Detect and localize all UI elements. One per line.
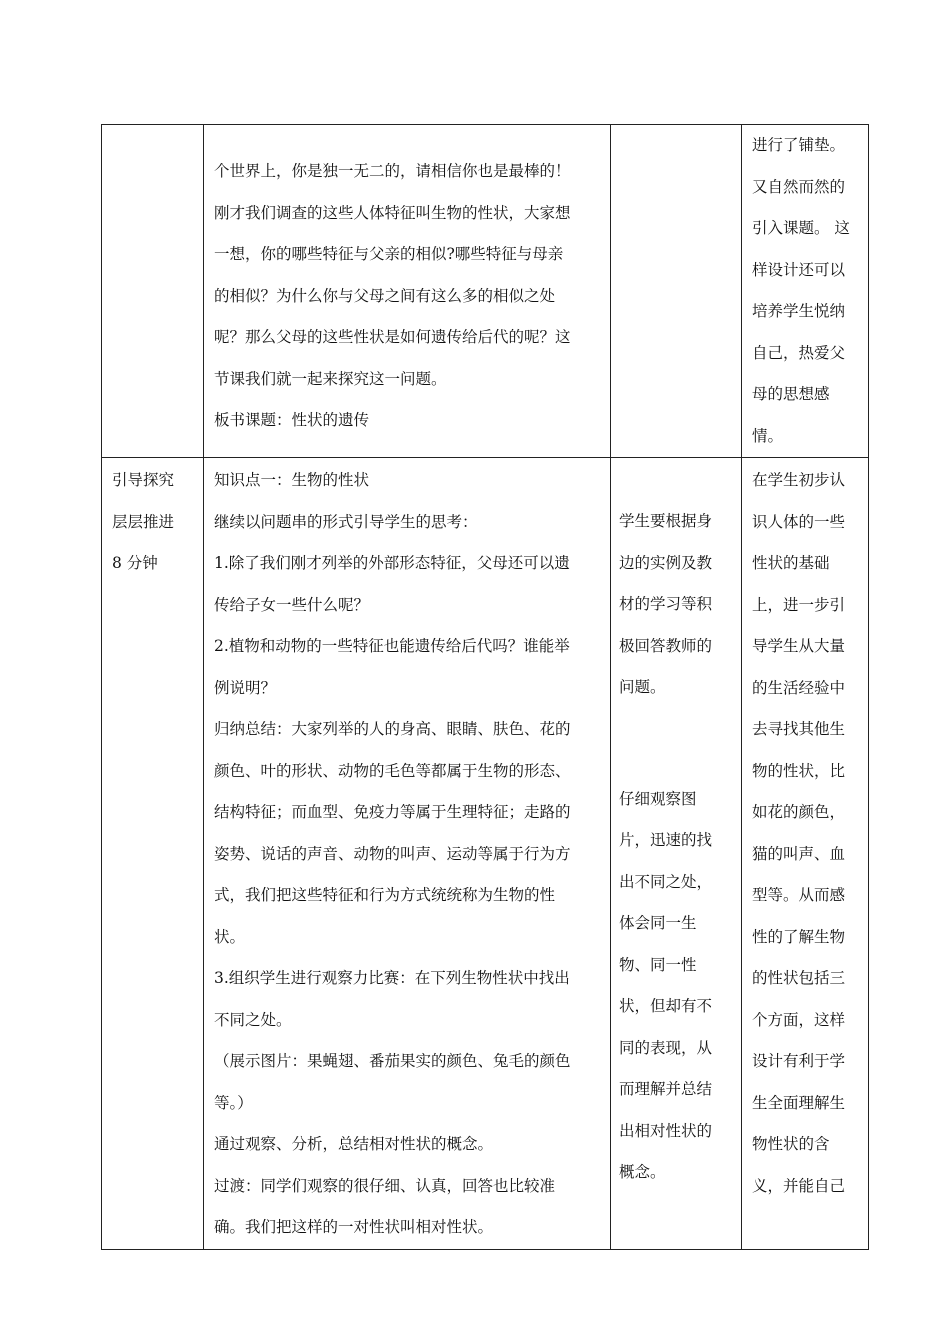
stage-line: 层层推进: [112, 512, 175, 531]
content-line: 个世界上，你是独一无二的，请相信你也是最棒的！: [214, 162, 571, 180]
intent-line: 个方面，这样: [752, 1010, 846, 1029]
student-line: 极回答教师的: [619, 636, 713, 655]
intent-line: 引入课题。 这: [752, 219, 850, 237]
content-line: 的相似？为什么你与父母之间有这么多的相似之处: [214, 286, 556, 305]
content-line: 传给子女一些什么呢？: [214, 595, 370, 614]
content-line: 通过观察、分析，总结相对性状的概念。: [214, 1135, 494, 1153]
student-line: 物、同一性: [619, 955, 697, 974]
content-line: 结构特征；而血型、免疫力等属于生理特征；走路的: [214, 803, 571, 821]
intent-line: 物性状的含: [752, 1135, 830, 1153]
student-activity-cell: [611, 125, 742, 458]
lesson-plan-table: [101, 124, 869, 1250]
content-line: 1.除了我们刚才列举的外部形态特征，父母还可以遗: [214, 554, 570, 572]
intent-line: 义，并能自己: [752, 1176, 846, 1195]
content-line: 状。: [214, 927, 246, 946]
intent-line: 情。: [752, 426, 784, 445]
content-line: 继续以问题串的形式引导学生的思考：: [214, 512, 478, 531]
student-line: 边的实例及教: [619, 553, 713, 572]
content-line: 呢？那么父母的这些性状是如何遗传给后代的呢？这: [214, 328, 571, 346]
content-line: 确。我们把这样的一对性状叫相对性状。: [214, 1218, 494, 1236]
intent-line: 自己，热爱父: [752, 343, 846, 362]
intent-line: 性的了解生物: [752, 927, 846, 946]
intent-line: 猫的叫声、血: [752, 844, 846, 863]
stage-line: 8 分钟: [112, 554, 158, 572]
student-line: 出不同之处，: [619, 872, 713, 891]
intent-line: 进行了铺垫。: [752, 136, 846, 154]
content-line: 过渡：同学们观察的很仔细、认真，回答也比较准: [214, 1176, 556, 1195]
intent-line: 识人体的一些: [752, 512, 846, 531]
content-line: 板书课题：性状的遗传: [214, 411, 370, 429]
content-line: 等。）: [214, 1093, 253, 1112]
intent-line: 的性状包括三: [752, 969, 846, 987]
content-line: 知识点一：生物的性状: [214, 471, 370, 489]
content-line: 不同之处。: [214, 1010, 292, 1029]
stage-cell: [102, 125, 204, 458]
content-line: 式，我们把这些特征和行为方式统统称为生物的性: [214, 886, 556, 904]
content-line: 归纳总结：大家列举的人的身高、眼睛、肤色、花的: [214, 720, 571, 738]
content-line: 姿势、说话的声音、动物的叫声、运动等属于行为方: [214, 844, 571, 863]
intent-line: 如花的颜色，: [752, 803, 846, 821]
student-line: 学生要根据身: [619, 512, 713, 530]
intent-line: 样设计还可以: [752, 260, 846, 279]
table-row: [102, 458, 869, 1250]
intent-line: 物的性状，比: [752, 761, 846, 780]
student-line: 仔细观察图: [619, 789, 697, 808]
student-line: 体会同一生: [619, 914, 697, 932]
student-line: 问题。: [619, 678, 666, 696]
design-intent-cell: [742, 125, 869, 458]
student-line: 而理解并总结: [619, 1080, 713, 1098]
intent-line: 导学生从大量: [752, 637, 846, 655]
content-cell: [204, 125, 611, 458]
design-intent-cell: [742, 458, 869, 1250]
content-line: 颜色、叶的形状、动物的毛色等都属于生物的形态、: [214, 761, 571, 780]
stage-line: 引导探究: [112, 471, 175, 489]
intent-line: 去寻找其他生: [752, 720, 846, 738]
student-line: 同的表现，从: [619, 1038, 713, 1057]
content-line: 2.植物和动物的一些特征也能遗传给后代吗？谁能举: [214, 637, 570, 655]
intent-line: 生全面理解生: [752, 1093, 846, 1112]
intent-line: 型等。从而感: [752, 886, 846, 904]
intent-line: 培养学生悦纳: [752, 302, 846, 320]
table-row: [102, 125, 869, 458]
content-line: （展示图片：果蝇翅、番茄果实的颜色、兔毛的颜色: [214, 1052, 571, 1070]
intent-line: 性状的基础: [752, 554, 830, 572]
intent-line: 设计有利于学: [752, 1052, 846, 1070]
content-line: 3.组织学生进行观察力比赛：在下列生物性状中找出: [214, 969, 570, 987]
student-line: 材的学习等积: [619, 595, 713, 613]
intent-line: 在学生初步认: [752, 471, 846, 489]
student-line: 出相对性状的: [619, 1121, 713, 1140]
content-line: 节课我们就一起来探究这一问题。: [214, 369, 447, 388]
student-line: 概念。: [619, 1163, 666, 1181]
content-cell: [204, 458, 611, 1250]
student-line: 状，但却有不: [619, 997, 713, 1015]
intent-line: 上，进一步引: [752, 595, 846, 614]
content-line: 例说明？: [214, 678, 277, 697]
student-activity-cell: [611, 458, 742, 1250]
intent-line: 母的思想感: [752, 385, 830, 403]
stage-cell: [102, 458, 204, 1250]
intent-line: 又自然而然的: [752, 177, 846, 196]
student-line: 片，迅速的找: [619, 831, 713, 849]
intent-line: 的生活经验中: [752, 678, 846, 697]
content-line: 一想，你的哪些特征与父亲的相似?哪些特征与母亲: [214, 245, 564, 263]
content-line: 刚才我们调查的这些人体特征叫生物的性状，大家想: [214, 203, 571, 222]
